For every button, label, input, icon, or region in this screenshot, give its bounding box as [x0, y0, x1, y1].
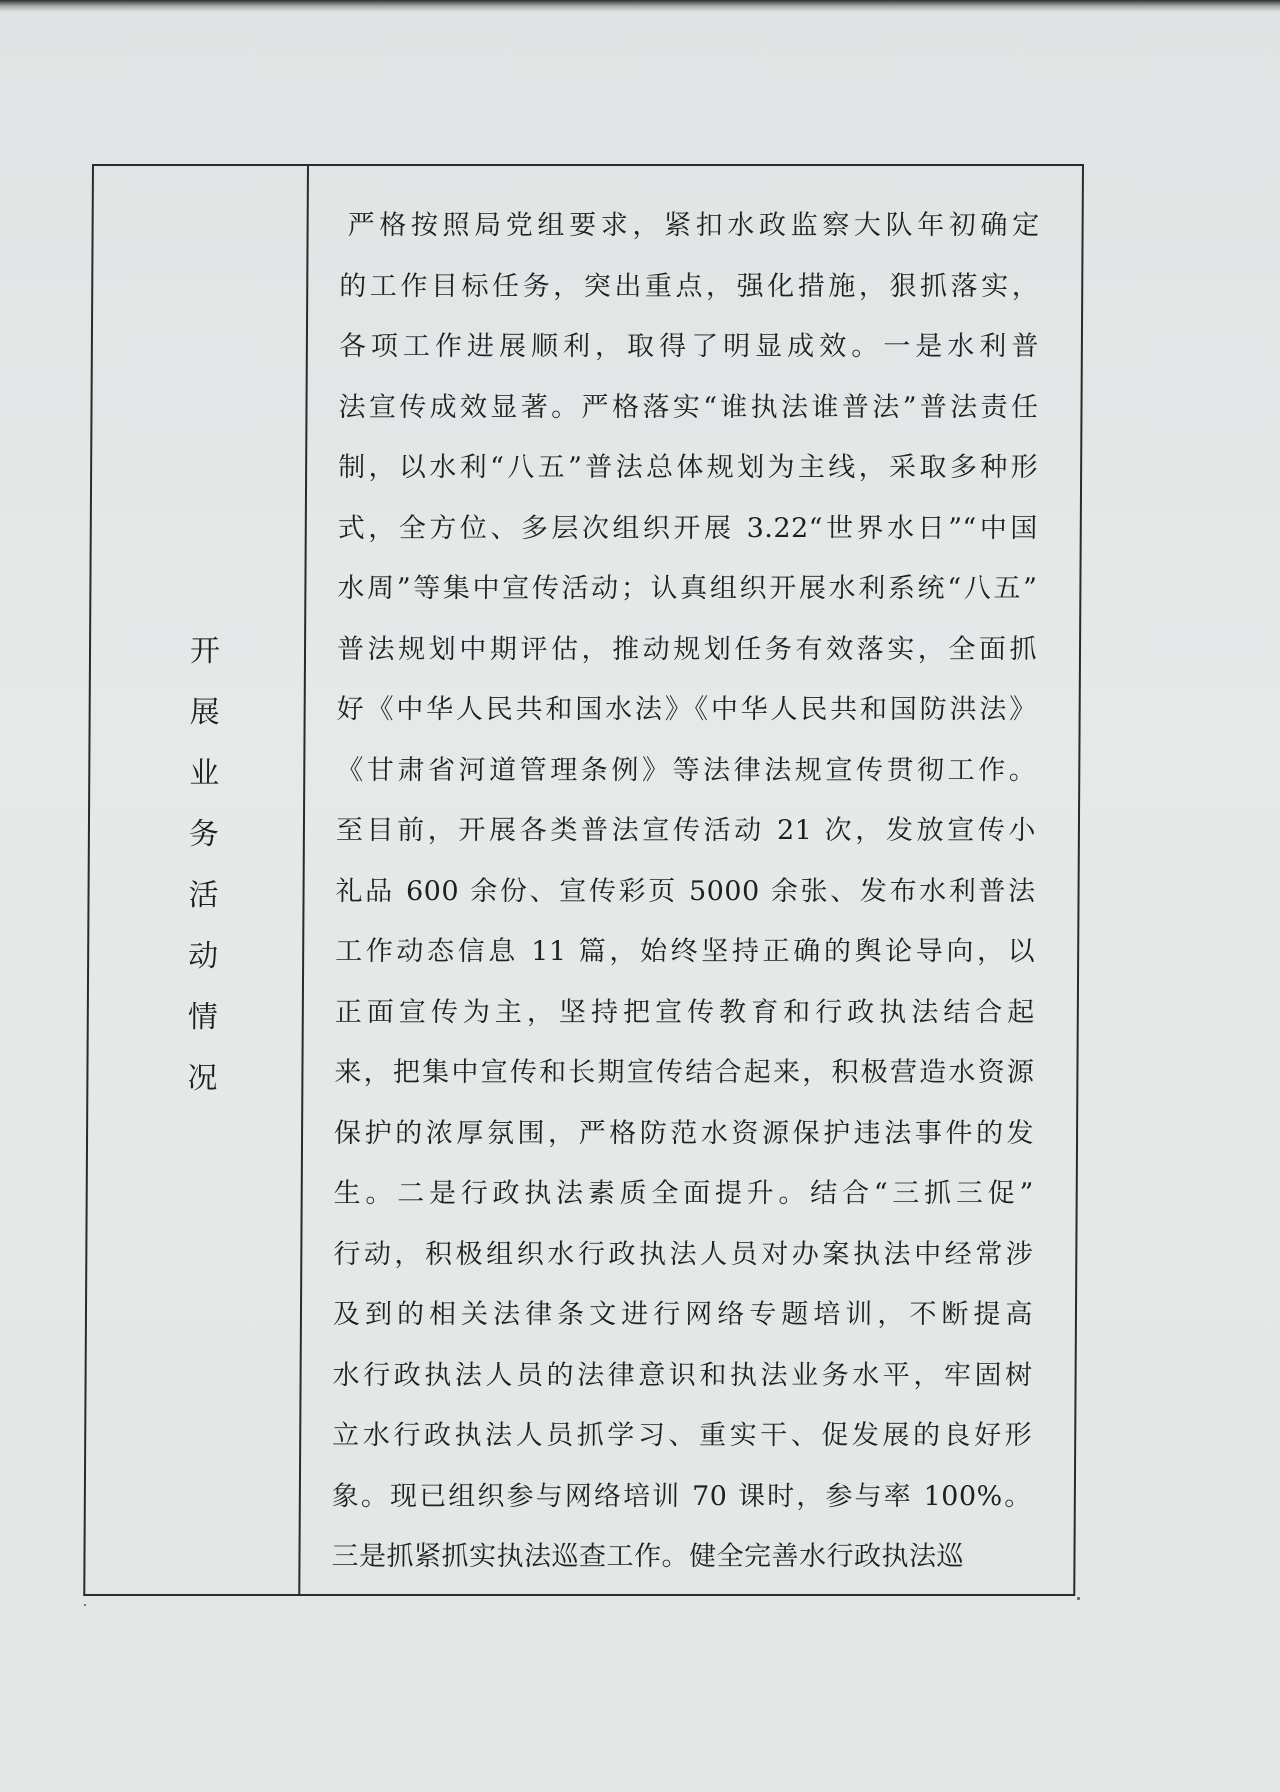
- content-line: 《甘肃省河道管理条例》等法律法规宣传贯彻工作。: [336, 754, 1037, 786]
- scan-speck: [1077, 1597, 1080, 1600]
- content-line: 保护的浓厚氛围，严格防范水资源保护违法事件的发: [333, 1117, 1035, 1149]
- content-line: 好《中华人民共和国水法》《中华人民共和国防洪法》: [336, 694, 1037, 725]
- content-line: 立水行政执法人员抓学习、重实干、促发展的良好形: [332, 1420, 1033, 1451]
- content-line: 正面宣传为主，坚持把宣传教育和行政执法结合起: [334, 996, 1035, 1028]
- content-line: 三是抓紧抓实执法巡查工作。健全完善水行政执法巡: [331, 1541, 965, 1572]
- content-line: 各项工作进展顺利，取得了明显成效。一是水利普: [338, 331, 1039, 362]
- label-char: 况: [187, 1061, 218, 1096]
- content-line: 水行政执法人员的法律意识和执法业务水平，牢固树: [332, 1359, 1033, 1391]
- content-line: 制，以水利“八五”普法总体规划为主线，采取多种形: [338, 452, 1039, 483]
- label-char: 开: [189, 634, 221, 669]
- content-line: 式，全方位、多层次组织开展 3.22“世界水日”“中国: [337, 512, 1038, 544]
- content-cell: [331, 196, 1040, 1588]
- content-line: 生。二是行政执法素质全面提升。结合“三抓三促”: [333, 1178, 1034, 1209]
- label-char: 务: [188, 817, 220, 852]
- scan-edge-shadow: [0, 0, 1280, 12]
- label-column: [85, 166, 307, 1594]
- label-char: 动: [188, 939, 219, 974]
- content-line: 工作动态信息 11 篇，始终坚持正确的舆论导向，以: [335, 936, 1036, 967]
- content-line: 礼品 600 余份、宣传彩页 5000 余张、发布水利普法: [335, 875, 1036, 907]
- content-line: 水周”等集中宣传活动；认真组织开展水利系统“八五”: [337, 573, 1038, 604]
- content-line: 来，把集中宣传和长期宣传结合起来，积极营造水资源: [334, 1057, 1035, 1088]
- scan-speck: [84, 1604, 86, 1606]
- content-line: 的工作目标任务，突出重点，强化措施，狠抓落实，: [339, 270, 1040, 302]
- content-line: 至目前，开展各类普法宣传活动 21 次，发放宣传小: [335, 815, 1037, 846]
- content-line: 象。现已组织参与网络培训 70 课时，参与率 100%。: [331, 1480, 1032, 1512]
- content-line: 法宣传成效显著。严格落实“谁执法谁普法”普法责任: [338, 391, 1039, 423]
- form-table: [83, 164, 1084, 1596]
- label-char: 活: [188, 878, 219, 913]
- content-line: 严格按照局党组要求，紧扣水政监察大队年初确定: [347, 210, 1040, 241]
- label-char: 情: [187, 1000, 218, 1035]
- label-char: 业: [189, 756, 220, 791]
- content-line: 及到的相关法律条文进行网络专题培训，不断提高: [332, 1299, 1034, 1330]
- row-label: [182, 621, 225, 1109]
- label-char: 展: [189, 695, 220, 730]
- content-line: 行动，积极组织水行政执法人员对办案执法中经常涉: [333, 1238, 1034, 1270]
- content-line: 普法规划中期评估，推动规划任务有效落实，全面抓: [336, 633, 1038, 665]
